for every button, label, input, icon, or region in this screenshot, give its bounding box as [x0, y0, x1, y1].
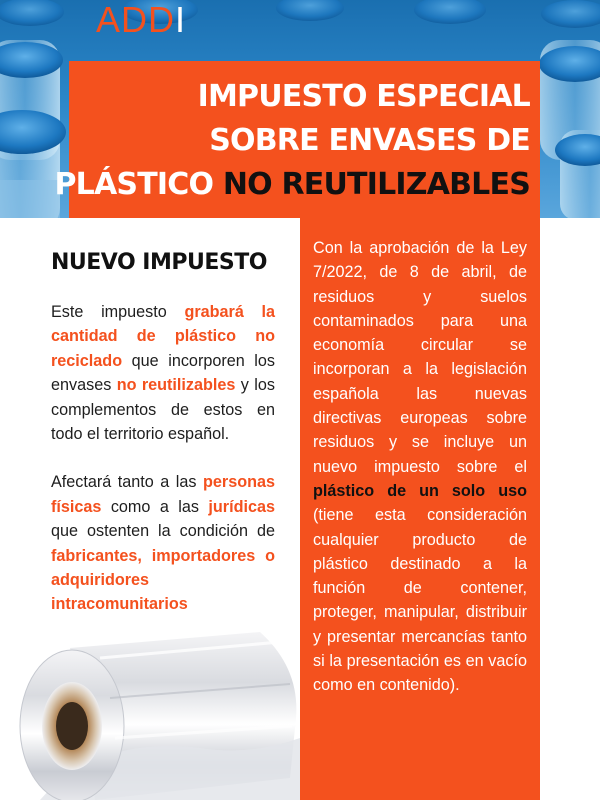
right-paragraph — [313, 236, 527, 698]
p2-highlight-3: fabricantes, importadores o adquiridores intracomunitarios — [51, 546, 275, 614]
addi-logo — [96, 0, 186, 40]
title-line-3-dark: NO REUTILIZABLES — [222, 167, 530, 202]
p2-highlight-2: jurídicas — [208, 497, 275, 516]
p2-highlight-1: personas físicas — [51, 473, 275, 516]
logo-text-d: D — [148, 0, 176, 40]
right-bold-text: plástico de un solo uso — [313, 481, 527, 500]
paragraph-2 — [51, 470, 275, 616]
section-heading: NUEVO IMPUESTO — [51, 250, 267, 275]
right-text-1: Con la aprobación de la Ley 7/2022, de 8 de abril, de residuos y suelos contaminados para una economía circular se incorporan a la legislación española las nuevas directivas europeas sobre residuos y se incluye un nuevo impuesto sobre el — [313, 239, 527, 476]
title-line-3 — [55, 163, 531, 207]
p1-text-2: que incorporen los envases — [51, 351, 275, 395]
p1-text-1: Este impuesto — [51, 303, 185, 321]
p2-text-3: que ostenten la condición de — [51, 522, 275, 541]
page-title — [55, 75, 531, 207]
logo-text-i: I — [175, 0, 187, 40]
plastic-film-roll-image — [0, 628, 300, 800]
paragraph-1 — [51, 300, 275, 446]
p1-text-3: y los complementos de estos en todo el territorio español. — [51, 376, 275, 444]
p1-highlight-1: grabará la cantidad de plástico no reciclado — [51, 303, 275, 370]
right-info-panel — [300, 218, 540, 800]
right-text-2: (tiene esta consideración cualquier producto de plástico destinado a la función de contener, proteger, manipular, distribuir y presentar mercancías tanto si la presentación es en vacío como en contenido). — [313, 506, 527, 695]
title-line-3-light: PLÁSTICO — [54, 167, 223, 202]
p1-highlight-2: no reutilizables — [116, 376, 236, 395]
logo-text-ad: AD — [96, 0, 149, 40]
p2-text-1: Afectará tanto a las — [51, 473, 204, 492]
title-line-1: IMPUESTO ESPECIAL — [197, 79, 530, 114]
p2-text-2: como a las — [101, 497, 209, 516]
title-line-2: SOBRE ENVASES DE — [209, 123, 530, 158]
left-column — [51, 246, 275, 617]
title-banner — [54, 61, 540, 218]
